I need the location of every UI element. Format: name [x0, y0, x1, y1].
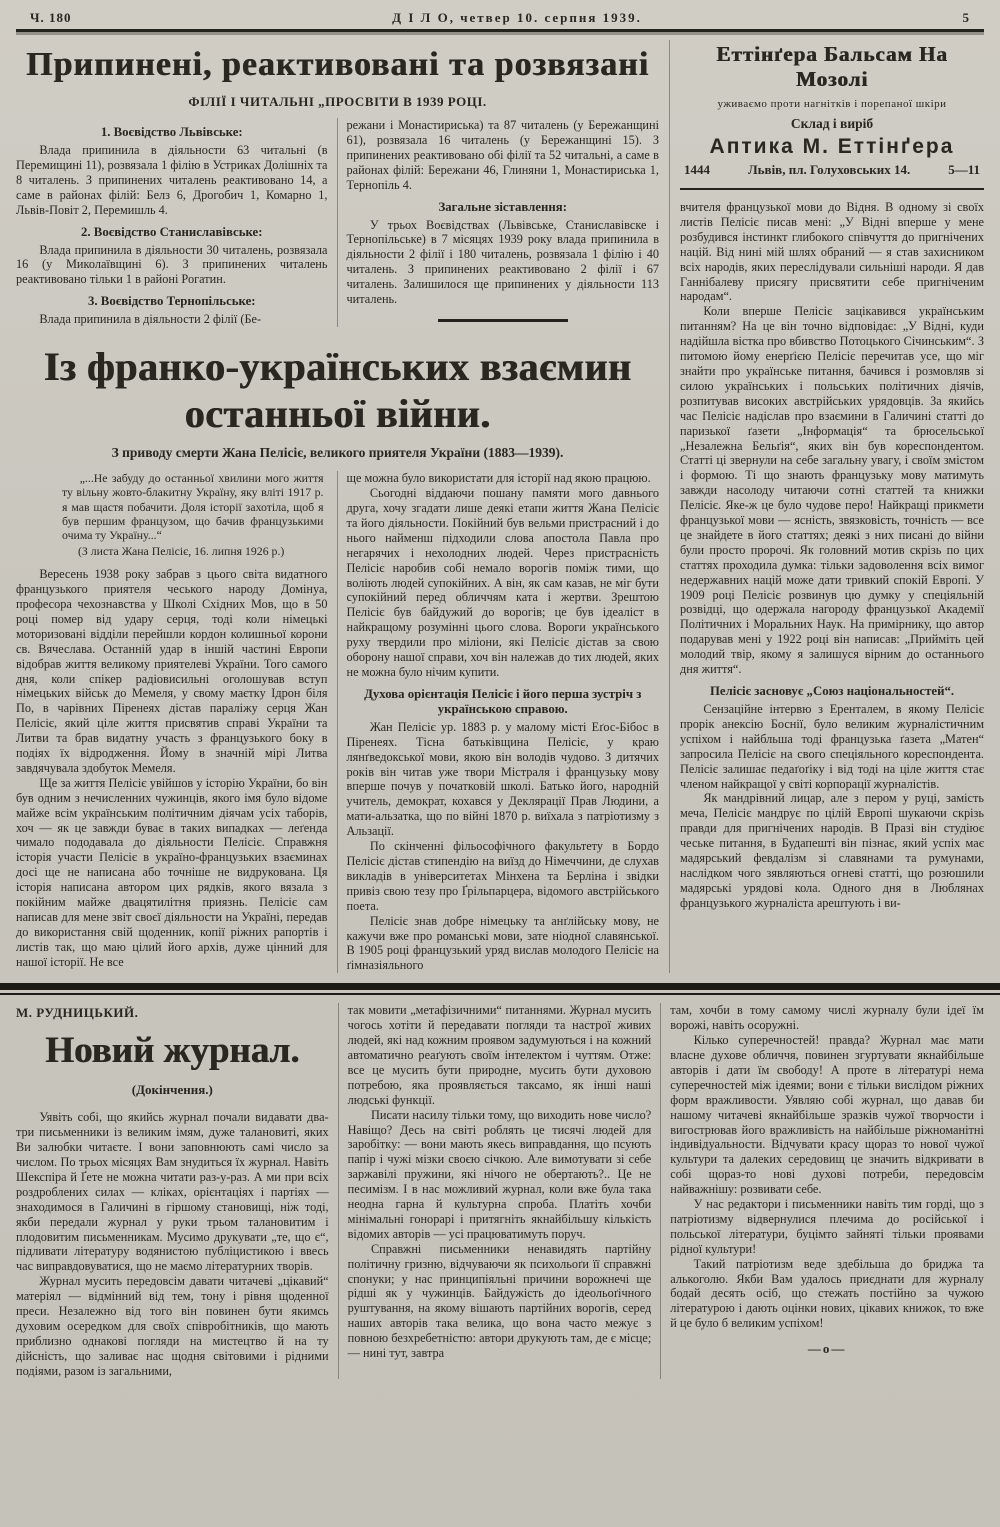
paragraph: По скінченні фільософічного факультету в Бордо Пелісіє дістав стипендію на виїзд до Німеччини, де слухав викладів в університетах Мінхена та Берліна і звідки привіз свою тезу про Ґрільпарцера, відомого австрійського поета.: [346, 839, 659, 913]
ad-line: Склад і виріб: [790, 116, 874, 131]
section-end-rule: [438, 319, 568, 322]
article-prosvita: [16, 46, 659, 327]
paragraph: Ще за життя Пелісіє увійшов у історію України, бо він був одним з нечисленних чужинців, якого імя було відоме майже всім українським політичним діячам усіх таборів, хоч — як це завжди буває в таких випадках — леґенда чимало пододавала до діяльности Пелісіє. Справжня історія участи Пелісіє в україно-французьких взаєминах досі ще не написана або точніше не видрукована. Ця історія написана автором цих рядків, якого вязала з покійним майже двацятилітня приязнь. Пелісіє сам написав для мене звіт своєї діяльности на Україні, передав до використання свій щоденник, копії ріжних рапортів і листів так, що маю цілий його архів, дуже цінний для нашої історії. Не все: [16, 775, 328, 969]
section-heading: Пелісіє засновує „Союз національностей“.: [709, 684, 955, 698]
issue-number: Ч. 180: [30, 10, 72, 25]
ad-code: 5—11: [948, 162, 980, 177]
epigraph-quote: „...Не забуду до останньої хвилини мого життя ту вільну жовто-блакитну Україну, яку вліті 1917 р. я мав щастя побачити. Доля історії захотіла, щоб я був першим французом, що бачив французькими очима ту Україну...“: [62, 471, 324, 542]
masthead-rule: [16, 29, 984, 32]
right-column: [670, 40, 984, 973]
article1-col1: [16, 118, 338, 327]
article-novyi-zhurnal: [16, 1003, 984, 1378]
paragraph: Як мандрівний лицар, але з пером у руці, замість меча, Пелісіє мандрує по цілій Европі шукаючи скрізь правди для пригнічених народів. В Празі він студіює чеське питання, в Будапешті він пізнає, який успіх має мадярський февдалізм зі славянами та румунами, наслідком чого зявляються огневі статті, що розюшили мадярські урядові кола. Одного дня в Люблянах французького журналіста арештують і ви-: [680, 791, 984, 910]
paragraph: Влада припинила в діяльности 2 філії (Бе-: [39, 312, 262, 327]
paragraph: Жан Пелісіє ур. 1883 р. у малому місті Еґос-Бібос в Піренеях. Тісна батьківщина Пелісіє, у краю лянґведокської мови, якою він володів чудово. З дитячих років він читав уже твори Містраля і французьку мову вперше почув у початковій школі. Батько його, народній учитель, демократ, кохався у Деклярації Прав Людини, а мати-альзатка, що по війні 1870 р. виїхала з патріотизму з Альзації.: [346, 719, 659, 839]
article2-headline: Із франко-українських взаємин останньої війни.: [43, 344, 632, 437]
paragraph: Сьогодні віддаючи пошану памяти мого давнього друга, хочу згадати лише деякі етапи життя Жана Пелісіє та його діяльности. Покійний був вельми пристрасний і до нього найменш підходили слова апостола Павла про негарячих і нехолодних людей. Через пристрасність Пелісіє наробив собі немало ворогів поміж тими, що воліють людей супокійних. А він, як сам казав, не міг бути супокійний перед обличчям ката і жертви. Зрештою Пелісіє був байдужий до ворогів; це був ідеаліст в найкращому розумінні цього слова. Вороги українського руху твердили про міліони, які Пелісіє дістав за свою оборону нашої справи, хоч він належав до тих людей, яких не можна було нічим купити.: [346, 486, 659, 679]
article3-col2: [339, 1003, 662, 1378]
ad-title: Еттінґера Бальсам На Мозолі: [716, 42, 948, 91]
article2-col1: [16, 471, 338, 973]
article3-author: М. РУДНИЦЬКИЙ.: [16, 1005, 139, 1021]
paragraph: вчителя французької мови до Відня. В одному зі своїх листів Пелісіє писав мені: „У Відні вперше у мене розбудився інстинкт глибокого співчуття до пригнічених націй. Від нині мій шлях обраний — я став захисником всіх народів, яких переслідували сильніші народи. Я дав Ганнібалеву присягу присвятити себе пригніченим народам“.: [680, 200, 984, 304]
article1-col2: [338, 118, 660, 327]
paragraph: Коли вперше Пелісіє зацікавився українським питанням? На це він точно відповідає: „У Відні, куди надійшла вістка про вбивство Потоцького Січинським“. З питомою йому енерґією Пелісіє перечитав усе, що міг знайти про українське питання, бачився і розмовляв зі силою українських і польських політичних діячів, розпитував високих австрійських урядовців. За якийсь час Пелісіє надіслав про взаємини в Галичині статті до паризької ґазети „Інформація“ та брюсельської „Незалежна Бельґія“, яких він був кореспондентом. Статті ці звернули на себе загальну увагу, і своїм змістом і формою. Ті що знають французьку мову матимуть завжди насолоду читаючи сотні статтей та книжки Пелісіє. Яке-ж це було чудове перо! Найкращі прикмети французької мови — ясність, звязковість, точність — все це знайдете в його статтях; деякі з них писані до війни були просто пророчі. Як головний мотив скрізь по цих статтях проходила думка: тільки задоволення всіх вимог недержавних націй може дати тривкий спокій Европі. У 1909 році Пелісіє розвинув цю думку у спеціяльній розвідці, що одержала нагороду французької Академії Політичних і Моральних Наук. На примірнику, що автор подарував мені у 1922 році він написав: „Прийміть цей молодий твір, якому я залишуся вірним до останнього дня життя“.: [680, 304, 984, 677]
epigraph-attribution: (З листа Жана Пелісіє, 16. липня 1926 р.): [78, 544, 285, 559]
masthead: [16, 10, 984, 29]
main-body: [16, 40, 984, 973]
ad-address: Львів, пл. Голуховських 14.: [747, 162, 911, 177]
article1-subhead: ФІЛІЇ І ЧИТАЛЬНІ „ПРОСВІТИ В 1939 РОЦІ.: [188, 94, 487, 109]
article3-col3: [661, 1003, 984, 1378]
paragraph: У нас редактори і письменники навіть тим горді, що з патріотизму відвернулися плечима до російської і польської літератури, буцімто зайняті тільки проявами рідної культури!: [670, 1197, 984, 1256]
paragraph: Сензаційне інтервю з Еренталем, в якому Пелісіє прорік анексію Боснії, було великим журналістичним успіхом і найбльша тоді французька ґазета „Матен“ запросила Пелісіє на свого спеціяльного кореспондента. Пелісіє залишає педаґоґіку і від тоді на ціле життя стає членом найкращої у світі корпорації журналістів.: [680, 702, 984, 791]
section-heading: Духова орієнтація Пелісіє і його перша зустріч з українською справою.: [364, 686, 642, 716]
paragraph: Влада припинила в діяльности 63 читальні (в Перемищині 11), розвязала 1 філію в Устриках Долішніх та 8 читалень. З припинених читалень реактивовано 14, а саме в районах філій: Белз 6, Дрогобич 1, Комарно 1, Львів-Повіт 2, Перемишль 4.: [16, 143, 328, 217]
paragraph: Влада припинила в діяльности 30 читалень, розвязала 16 (у Миколаївщині 6). З припинених читалень реактивовано тільки 1 в районі Рогатин.: [16, 242, 328, 287]
paragraph: Пелісіє знав добре німецьку та анґлійську мову, не кажучи вже про романські мови, зате ніодної славянської. В 1905 році французький уряд вислав молодого Пелісіє на ґімназіяльного: [346, 913, 659, 973]
paragraph: Писати насилу тільки тому, що виходить нове число? Навіщо? Десь на світі роблять це тисячі людей для заробітку: — вони мають якесь виправдання, що псують папір і чужі мізки своєю січкою. Але вимотувати зі себе заржавілі пружини, які нічого не обертають?.. Це не песимізм. І в нас можливий журнал, коли вже була така неодна гарна й культурна спроба. Платіть хочби мінімальні гонорарі і притягніть якнайбільшу кількість відомих авторів — усі працюватимуть поруч.: [347, 1107, 652, 1241]
paragraph: Вересень 1938 року забрав з цього світа видатного французького приятеля чеського народу Домінуа, професора чехознавства у Школі Східних Мов, що в 50 році помер від удару серця, тоді коли німецькі моторизовані відділи перейшли кордон колишньої корони св. Вячеслава. Останній удар в іншій частині Европи відобрав життя великому приятелеві України. Того самого дня, коли спікер радіовисильні оголошував вступ німецьких військ до Мемеля, у свому маєтку Ідрон біля По, в чарівних Піренеях дістав параліжу серця Жан Пелісіє, який ціле життя присвятив справі України та Литви та брав видатну участь з французького боку в подіях їх відродження. Йому в значній мірі Литва завдячувала здобуток Мемеля.: [16, 567, 328, 775]
article-pelissier: [16, 343, 659, 973]
article1-headline: Припинені, реактивовані та розвязані: [25, 46, 650, 83]
page-number: 5: [962, 10, 970, 25]
paragraph: Журнал мусить передовсім давати читачеві „цікавий“ матеріял — відмінний від тем, тону і рівня щоденної преси. Незалежно від того він повинен бути якимсь духовим осередком для своїх співробітників, що мають приблизно однакові погляди на мистецтво й на ту дійсність, що заливає нас щодня світовими і рідними подіями, разом із загальними,: [16, 1274, 329, 1378]
paragraph: Такий патріотизм веде здебільша до бриджа та алькоголю. Якби Вам удалось приєднати для журналу бодай десять осіб, що стежать постійно за чужою літературою і дають оцінки нових, цікавих книжок, то вже й це було б великим успіхом!: [670, 1256, 984, 1331]
paragraph: У трьох Воєвідствах (Львівське, Станиславівске і Тернопільське) в 7 місяцях 1939 року влада припинила в діяльности 2 філії і 180 читалень, розвязала 1 філію і 40 читалень. З припинених реактивовано 2 філії і 67 читалень. Залишилося ще припинених у діяльности 113 читалень.: [346, 217, 659, 307]
article3-headline: Новий журнал.: [45, 1030, 300, 1072]
ad-brand-name: Аптика М. Еттінґера: [709, 135, 955, 158]
article3-subhead: (Докінчення.): [131, 1082, 213, 1098]
section-heading: 1. Воєвідство Львівське:: [100, 125, 243, 139]
paragraph: Кілько суперечностей! правда? Журнал має мати власне духове обличчя, повинен згуртувати якнайбільше авторів і дати їм свободу! А проте в літературі нема суперечностей між ідеями; вони є тільки вислідом ріжних форм вражливости. Уявляю собі журнал, що давав би нашому читачеві якнайбільше зразків чужої творчости і вигострював його вражливість на найбільше ріжноманітні індивідуальности. Відчувати красу щораз то нової чужої культури та далеких середовищ це значить відкривати в собі щораз-то нові духові потреби, передовсім найважнішу: розвивати себе.: [670, 1033, 984, 1197]
paragraph: так мовити „метафізичними“ питаннями. Журнал мусить чогось хотіти й передавати погляди та настрої живих людей, які над кожним проявом задумуються і на кожний автоматично реаґують своїм інтелектом і чуттям. Отже: все це мусить бути природне, мусить бути духовою потребою, яка проявляється таксамо, як інші наші людські функції.: [347, 1003, 652, 1107]
ad-subtitle: уживаємо проти нагнітків і порепаної шкіри: [717, 98, 947, 110]
advertisement-ettinger: [680, 40, 984, 190]
paragraph: ще можна було використати для історії над якою працюю.: [346, 471, 651, 486]
article-end-mark: —о—: [807, 1341, 847, 1357]
paragraph: Справжні письменники ненавидять партійну політичну гризню, відчуваючи як психольоґи її справжні спонуки; у нас принципіяльні причини ворожнечі ще рідші як у чужинців. Байдужість до ідеольоґічного руштування, на якому вішають партійних ворогів, серед наших авторів така велика, що вона часто межує з повною безхребетністю: автори друкують там, де є місце; — нині тут, завтра: [347, 1241, 652, 1361]
paragraph: режани і Монастириська) та 87 читалень (у Бережанщині 61), розвязала 16 читалень (у Бережанщині 15). З припинених реактивовано обі філії та 52 читальні, а саме в районах філій: Бережани 46, Глиняни 1, Монастириська 1, Тернопіль 4.: [346, 118, 659, 192]
article2-col3: [680, 200, 984, 911]
section-divider-rule: [0, 983, 1000, 995]
section-heading: 3. Воєвідство Тернопільське:: [87, 294, 256, 309]
article2-subhead: З приводу смерти Жана Пелісіє, великого приятеля України (1883—1939).: [111, 445, 564, 461]
paragraph: там, хочби в тому самому числі журналу були ідеї їм ворожі, навіть осоружні.: [670, 1003, 984, 1033]
section-heading: Загальне зіставлення:: [438, 199, 567, 214]
masthead-title: Д І Л О, четвер 10. серпня 1939.: [392, 10, 642, 25]
article2-columns: [16, 471, 659, 973]
paragraph: Уявіть собі, що якийсь журнал почали видавати два-три письменники із великим імям, дуже талановиті, яких Ви залюбки читаєте. І вони заповнюють самі число за числом. По трьох місяцях Вам знудиться їх журнал. Навіть Шекспіра й Ґете не можна читати раз-у-раз. А ми при всіх роздроблених силах — кліках, орієнтаціях і партіях — знаходимося в Галичині в гіршому становищі, ніж тоді, якби передали журнал у руки трьом талановитим і плодовитим письменникам. Мусимо друкувати „те, що є“, підливати літературу водянистою публіцистикою і ввесь час виправдовуватися, що не маємо літературних творів.: [16, 1110, 329, 1274]
section-heading: 2. Воєвідство Станиславівське:: [81, 224, 263, 239]
article2-col2: [338, 471, 660, 973]
ad-footer-row: [682, 162, 982, 178]
ad-number: 1444: [684, 162, 710, 177]
article1-columns: [16, 118, 659, 327]
left-two-columns: [16, 40, 670, 973]
article3-col1: [16, 1003, 339, 1378]
